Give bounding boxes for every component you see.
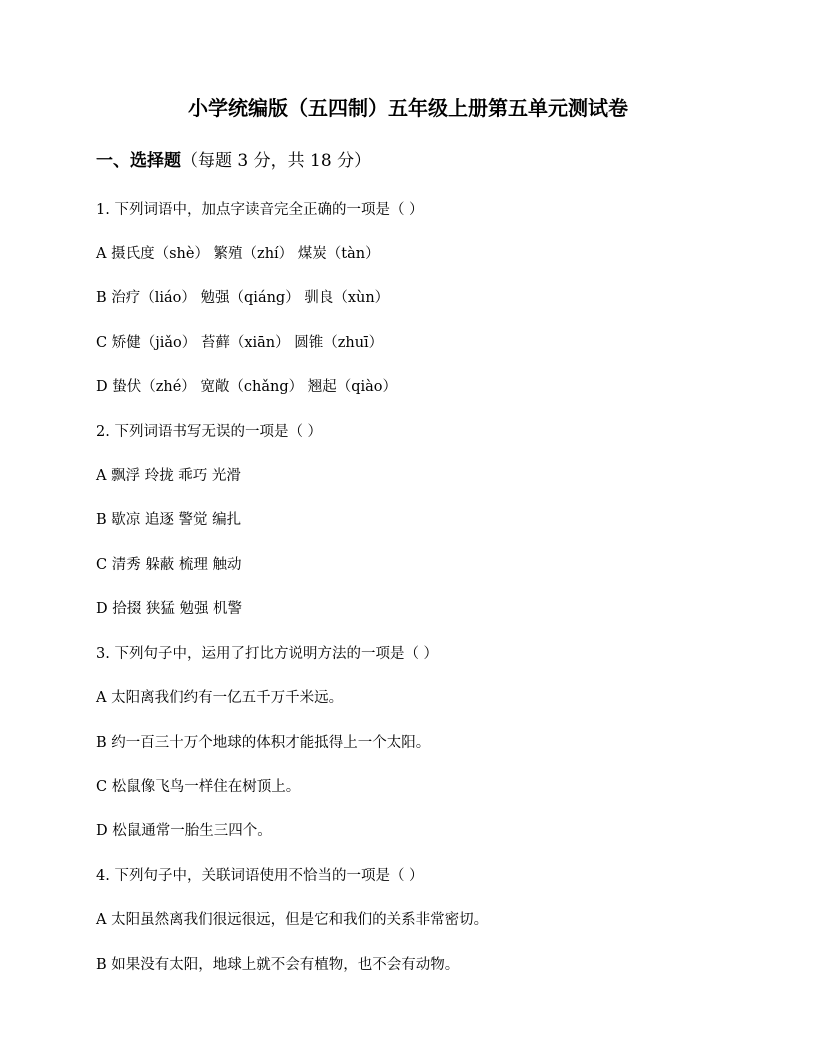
section-heading-note: （每题 3 分，共 18 分） [181, 151, 372, 171]
q1-option-b: B 治疗（liáo） 勉强（qiáng） 驯良（xùn） [96, 290, 390, 306]
q4-option-a: A 太阳虽然离我们很远很远，但是它和我们的关系非常密切。 [96, 912, 489, 928]
q1-option-a: A 摄氏度（shè） 繁殖（zhí） 煤炭（tàn） [96, 246, 380, 262]
page-title: 小学统编版（五四制）五年级上册第五单元测试卷 [188, 96, 628, 120]
q3-option-c: C 松鼠像飞鸟一样住在树顶上。 [96, 779, 301, 795]
q2-option-c: C 清秀 躲蔽 梳理 触动 [96, 557, 242, 573]
section-heading [96, 148, 371, 174]
q2-option-a: A 飘浮 玲拢 乖巧 光滑 [96, 468, 241, 484]
q3-option-a: A 太阳离我们约有一亿五千万千米远。 [96, 690, 344, 706]
question-4: 4. 下列句子中，关联词语使用不恰当的一项是（ ） [96, 868, 424, 884]
q3-option-d: D 松鼠通常一胎生三四个。 [96, 823, 272, 839]
section-heading-label: 一、选择题 [96, 151, 181, 171]
question-1: 1. 下列词语中，加点字读音完全正确的一项是（ ） [96, 202, 424, 218]
q2-option-b: B 歇凉 追逐 警觉 编扎 [96, 512, 242, 528]
q1-option-d: D 蛰伏（zhé） 宽敞（chǎng） 翘起（qiào） [96, 379, 398, 395]
question-2: 2. 下列词语书写无误的一项是（ ） [96, 424, 323, 440]
q3-option-b: B 约一百三十万个地球的体积才能抵得上一个太阳。 [96, 735, 431, 751]
q4-option-b: B 如果没有太阳，地球上就不会有植物，也不会有动物。 [96, 957, 460, 973]
question-3: 3. 下列句子中，运用了打比方说明方法的一项是（ ） [96, 646, 439, 662]
q2-option-d: D 拾掇 狭猛 勉强 机警 [96, 601, 243, 617]
q1-option-c: C 矫健（jiǎo） 苔藓（xiān） 圆锥（zhuī） [96, 335, 384, 351]
